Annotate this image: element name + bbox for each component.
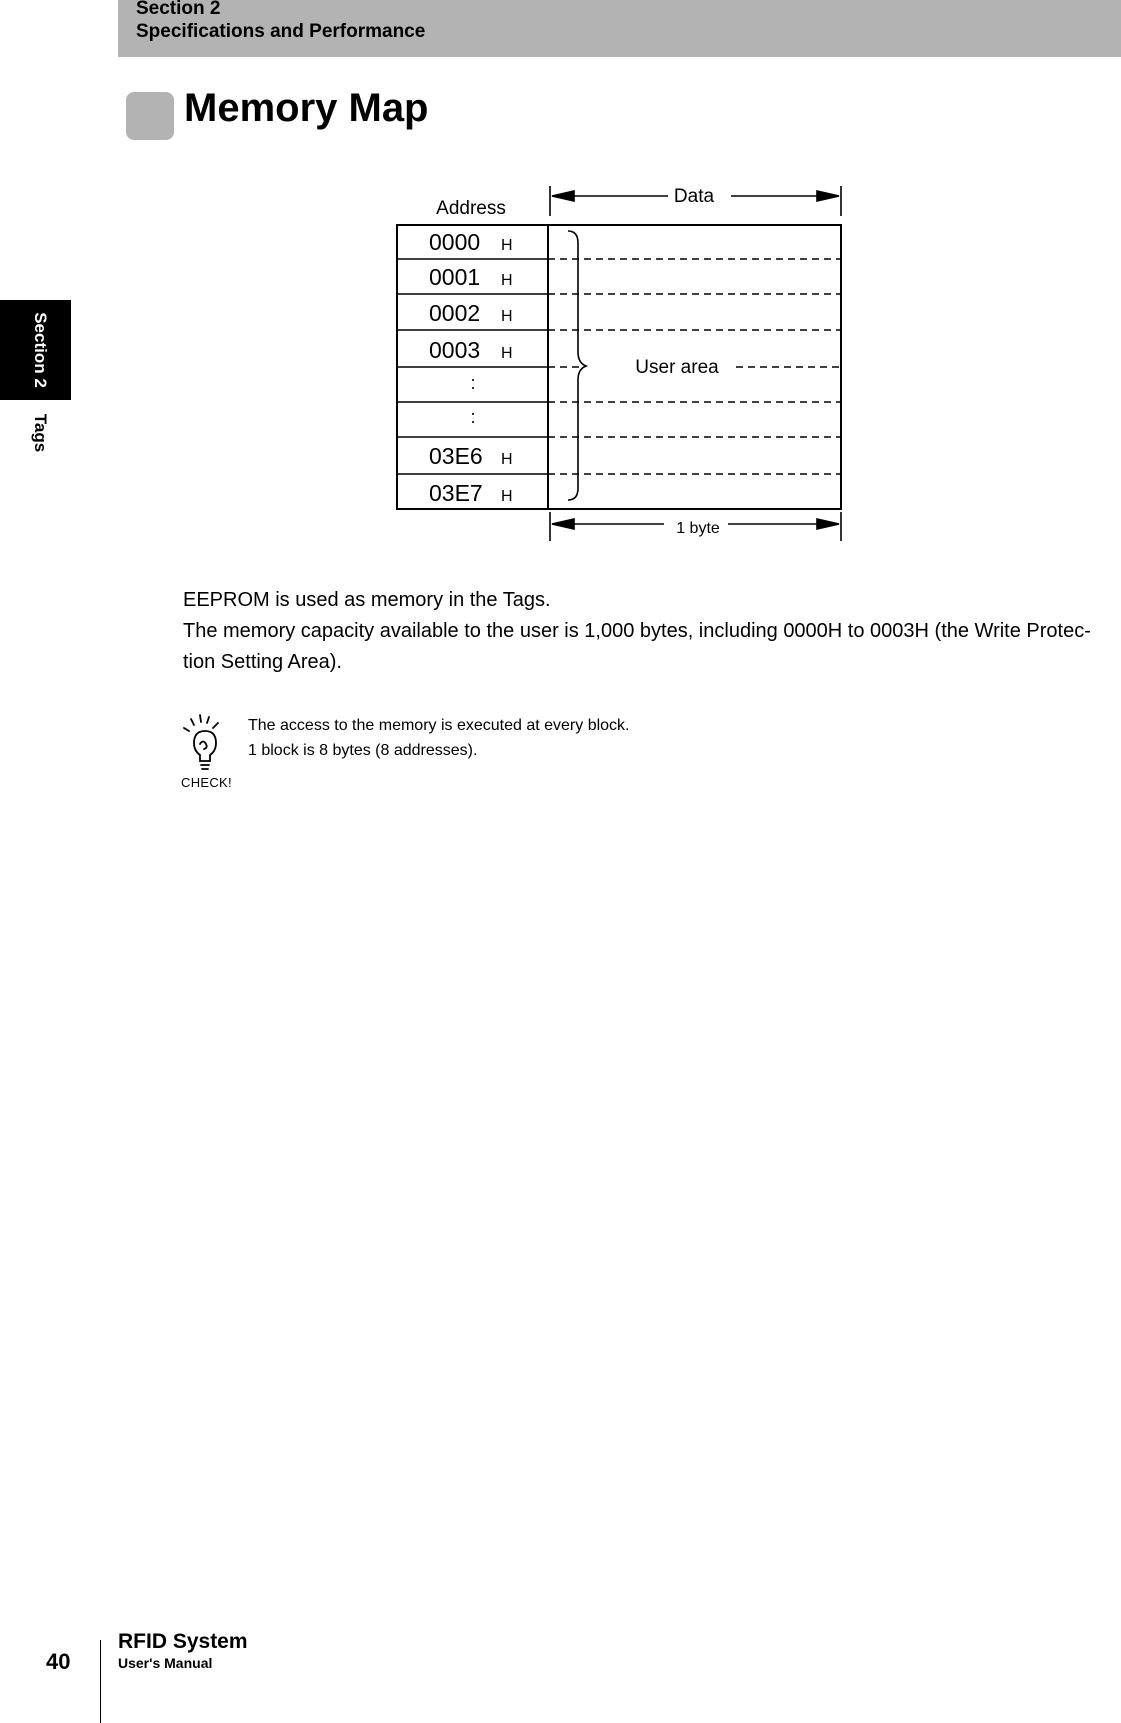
- user-area-label: User area: [635, 357, 719, 378]
- address-header: Address: [436, 198, 506, 219]
- byte-width-label: 1 byte: [676, 520, 720, 537]
- footer-divider: [100, 1640, 101, 1723]
- check-note-line: The access to the memory is executed at every block.: [248, 717, 630, 734]
- address-suffix: H: [501, 451, 513, 468]
- body-paragraph: EEPROM is used as memory in the Tags.: [183, 589, 551, 611]
- check-label: CHECK!: [181, 775, 232, 790]
- body-paragraph: tion Setting Area).: [183, 651, 342, 673]
- page-title: Memory Map: [184, 86, 429, 130]
- address-suffix: H: [501, 345, 513, 362]
- footer-title: RFID System: [118, 1630, 248, 1653]
- user-area-brace: [568, 231, 586, 500]
- data-header: Data: [673, 186, 715, 207]
- body-paragraph: The memory capacity available to the user is 1,000 bytes, including 0000H to 0003H (the Write Protec-: [183, 620, 1091, 642]
- address-row: 0001: [429, 264, 481, 290]
- address-ellipsis: :: [470, 407, 476, 427]
- address-row-lines: [397, 259, 548, 474]
- address-suffix: H: [501, 488, 513, 505]
- address-suffix: H: [501, 308, 513, 325]
- lightbulb-icon: [178, 713, 238, 778]
- address-suffix: H: [501, 237, 513, 254]
- address-ellipsis: :: [470, 373, 476, 393]
- address-row: 0002: [429, 300, 481, 326]
- footer-subtitle: User's Manual: [118, 1655, 213, 1671]
- body-text: [183, 585, 1121, 678]
- check-note-line: 1 block is 8 bytes (8 addresses).: [248, 742, 478, 759]
- side-section-label: Section 2: [31, 312, 50, 388]
- address-suffix: H: [501, 272, 513, 289]
- side-topic-label: Tags: [31, 413, 50, 453]
- check-note: [248, 713, 630, 763]
- page-number: 40: [46, 1649, 71, 1674]
- memory-map-diagram: [0, 0, 1121, 560]
- header-chapter: Specifications and Performance: [136, 21, 426, 42]
- address-row: 0003: [429, 337, 481, 363]
- address-row: 03E6: [429, 443, 483, 469]
- address-row: 0000: [429, 229, 481, 255]
- header-section: Section 2: [136, 0, 221, 19]
- address-row: 03E7: [429, 480, 483, 506]
